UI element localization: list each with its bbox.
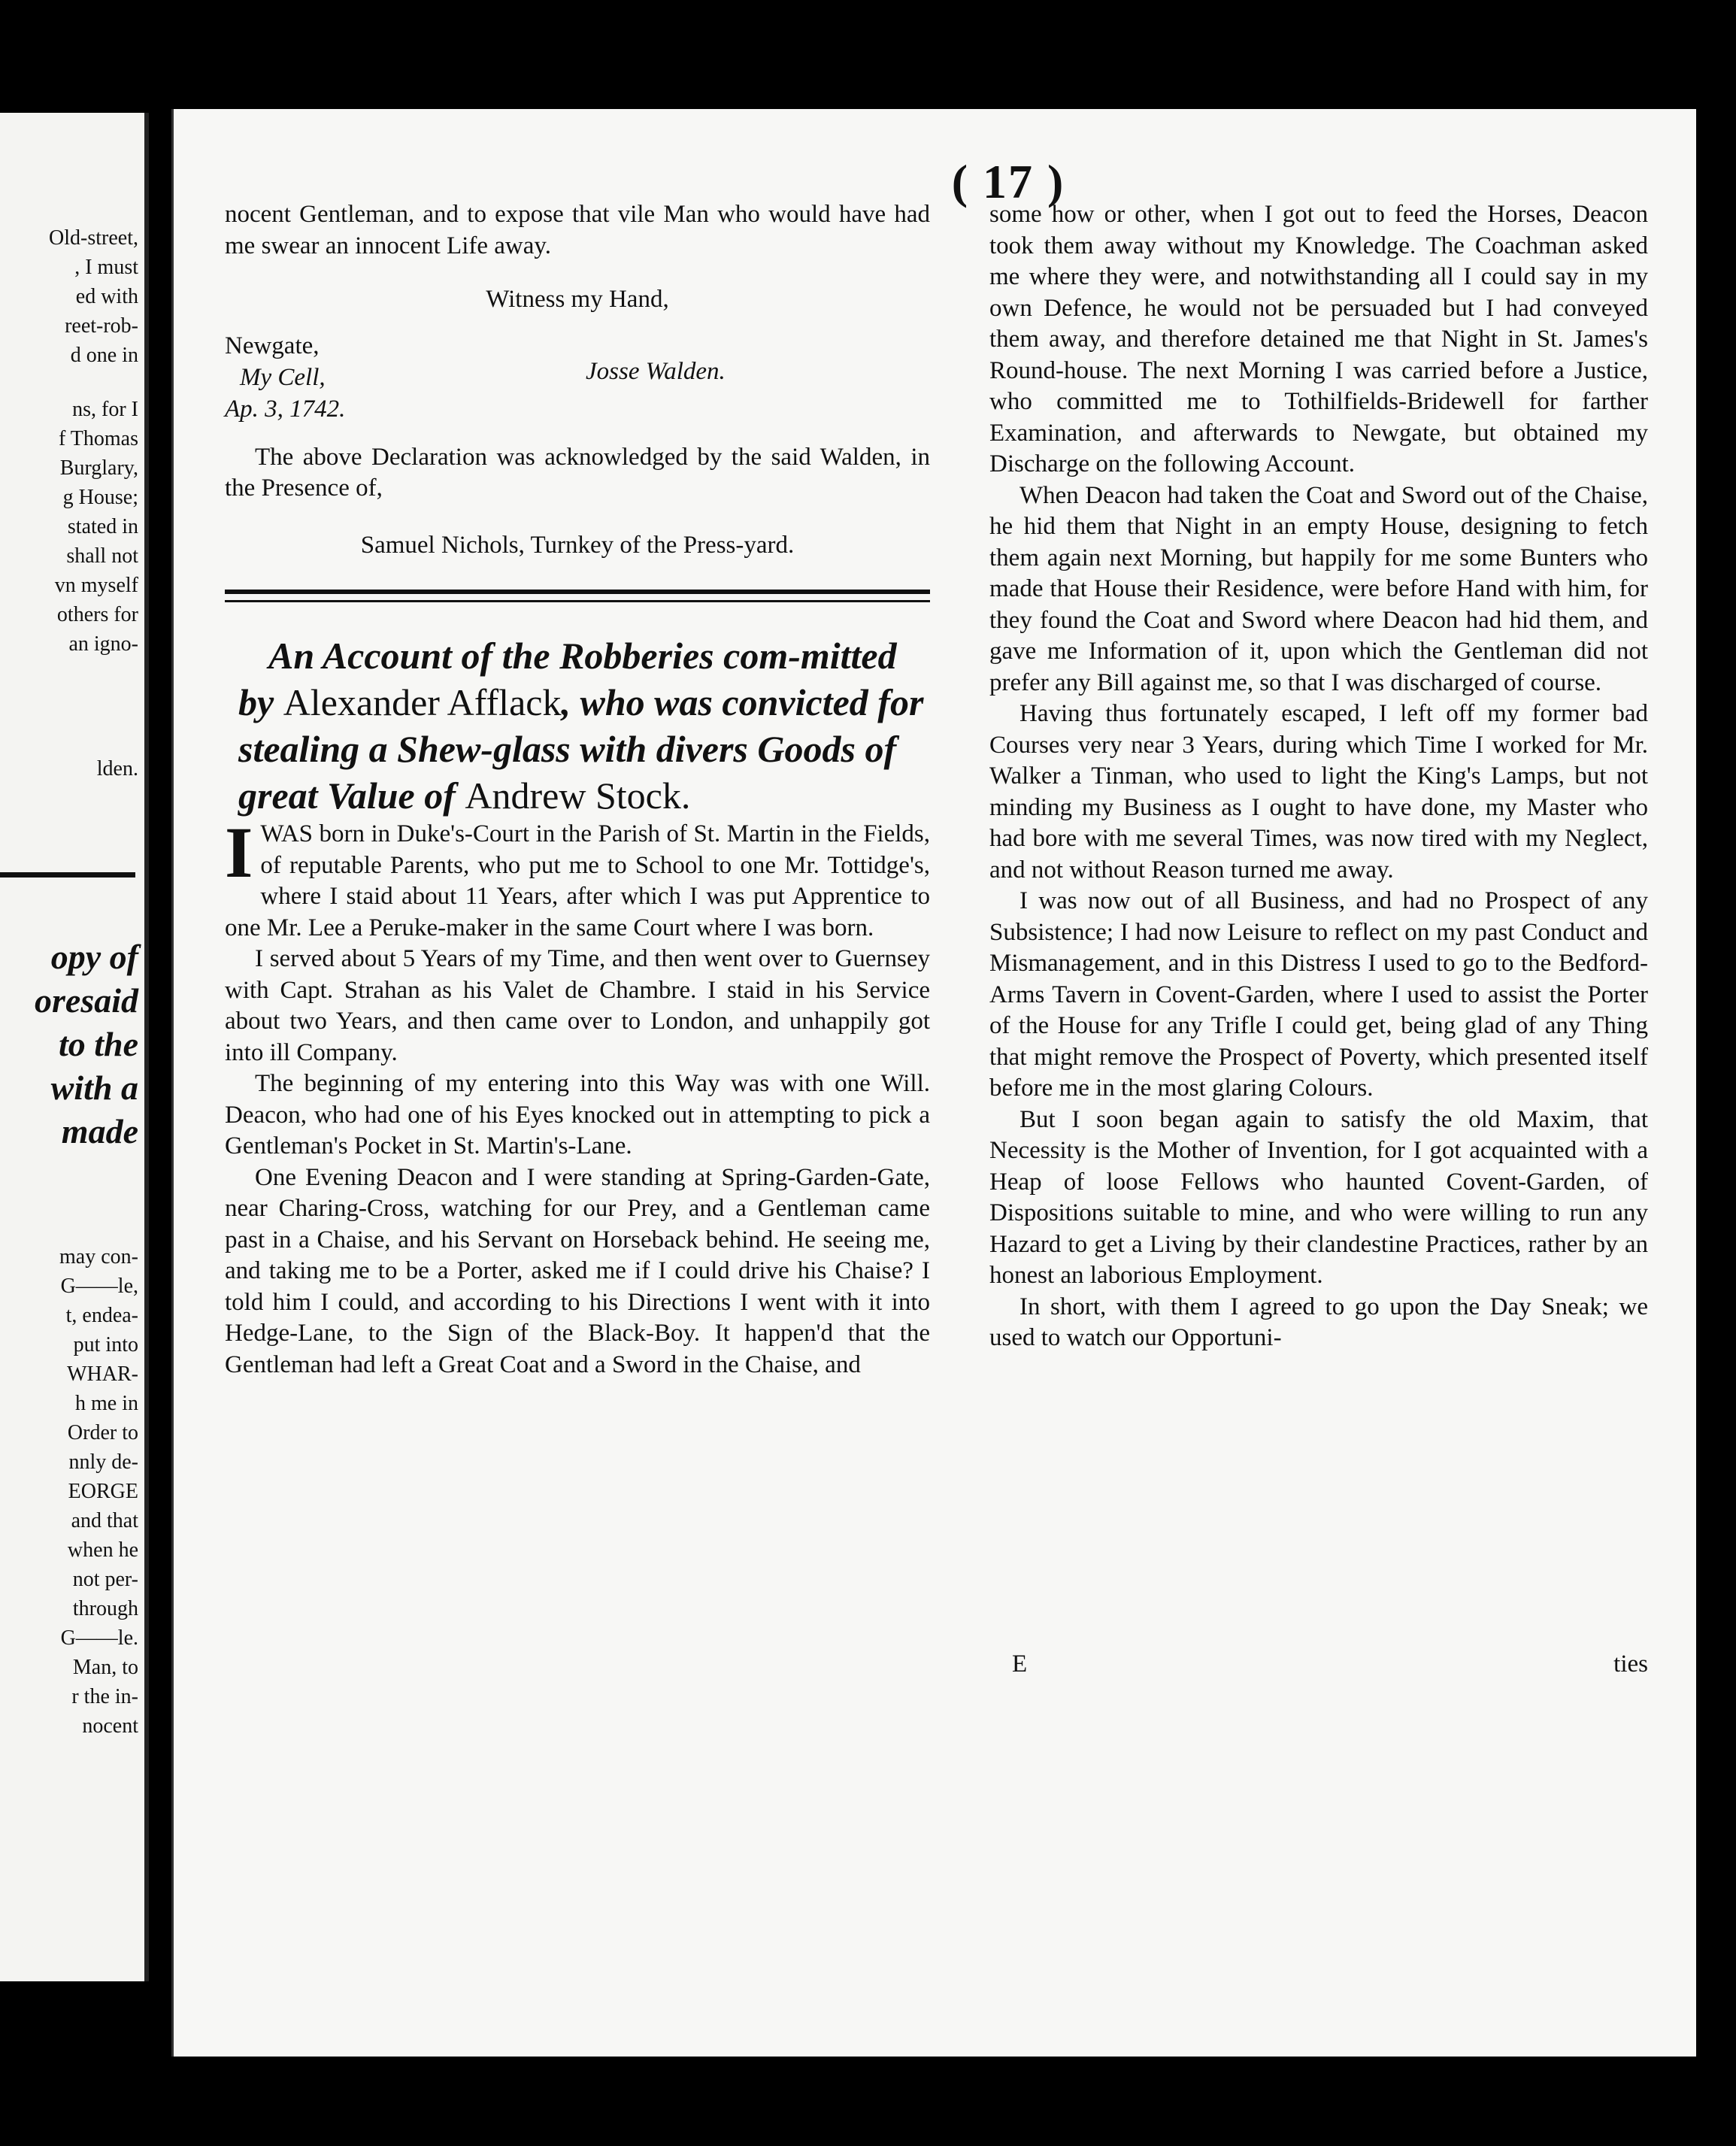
signature-date: Ap. 3, 1742. xyxy=(225,395,346,423)
body-paragraph: One Evening Deacon and I were standing at Spring-Garden-Gate, near Charing-Cross, watching for our Prey, and a Gentleman came past in a Chaise, and his Servant on Horseback behind. He seeing me, and taking me to be a Porter, asked me if I could drive his Chaise? I told him I could, and according to his Directions I went with it into Hedge-Lane, to the Sign of the Black-Boy. It happen'd that the Gentleman had left a Great Coat and a Sword in the Chaise, and xyxy=(225,1163,930,1378)
left-text-line: stated in xyxy=(67,515,138,538)
heading-part: , who was convicted for stealing a Shew-glass with divers Goods of great Value of xyxy=(238,681,924,817)
left-text-line: g House; xyxy=(62,486,138,509)
heading-convict-name: Alexander Afflack xyxy=(283,681,562,723)
left-text-line: , I must xyxy=(74,256,138,279)
body-paragraph: When Deacon had taken the Coat and Sword out of the Chaise, he hid them that Night in an empty House, designing to fetch them again next Morning, but happily for me some Bunters who made that House their Residence, were before Hand with him, for they found the Coat and Sword where Deacon had hid them, and gave me Information of it, upon which the Gentleman did not prefer any Bill against me, so that I was discharged of course. xyxy=(989,481,1648,696)
left-text-line: d one in xyxy=(70,344,138,367)
left-text-line: an igno- xyxy=(68,632,138,656)
left-text-line: and that xyxy=(71,1509,138,1532)
left-text-line: others for xyxy=(56,603,138,626)
page-number: ( 17 ) xyxy=(951,155,1065,208)
left-heading-line: oresaid xyxy=(35,981,138,1020)
left-text-line: through xyxy=(72,1597,138,1620)
left-text-line: not per- xyxy=(72,1568,138,1591)
turnkey-line: Samuel Nichols, Turnkey of the Press-yard. xyxy=(360,531,795,559)
left-text-line: lden. xyxy=(96,757,138,781)
left-text-line: put into xyxy=(73,1333,138,1356)
left-text-line: Burglary, xyxy=(59,456,138,480)
left-text-line: r the in- xyxy=(71,1685,138,1708)
left-page-fragment xyxy=(0,113,149,1981)
left-text-line: nnly de- xyxy=(68,1450,138,1474)
body-paragraph: The beginning of my entering into this Way was with one Will. Deacon, who had one of his Eyes knocked out in attempting to pick a Gentleman's Pocket in St. Martin's-Lane. xyxy=(225,1070,930,1159)
text-column-right xyxy=(989,199,1648,1354)
text-column-left xyxy=(225,199,930,1381)
catchword: ties xyxy=(1613,1650,1648,1678)
body-paragraph: I served about 5 Years of my Time, and then went over to Guernsey with Capt. Strahan as his Valet de Chambre. I staid in his Service about two Years, and then came over to London, and unhappily got into ill Company. xyxy=(225,945,930,1066)
body-paragraph: But I soon began again to satisfy the old Maxim, that Necessity is the Mother of Invention, for I got acquainted with a Heap of loose Fellows who haunted Covent-Garden, of Dispositions suitable to mine, and who were willing to run any Hazard to get a Living by their clandestine Practices, rather by an honest an laborious Employment. xyxy=(989,1105,1648,1289)
left-text-line: Order to xyxy=(67,1421,138,1444)
signature-place: Newgate, xyxy=(225,332,320,359)
left-text-line: Man, to xyxy=(72,1656,138,1679)
attestation-paragraph: The above Declaration was acknowledged by the said Walden, in the Presence of, xyxy=(225,443,930,502)
left-text-line: reet-rob- xyxy=(65,314,138,338)
left-text-line: nocent xyxy=(82,1714,138,1738)
left-text-line: ns, for I xyxy=(72,398,138,421)
left-text-line: G——le, xyxy=(60,1275,138,1298)
heading-victim-name: Andrew Stock. xyxy=(465,774,691,817)
signature-cell: My Cell, xyxy=(240,363,326,391)
witness-line: Witness my Hand, xyxy=(486,286,669,313)
left-heading-line: with a xyxy=(50,1068,138,1107)
signature-block xyxy=(225,331,930,429)
left-text-line: may con- xyxy=(59,1245,138,1269)
left-text-line: WHAR- xyxy=(67,1362,138,1386)
body-paragraph: some how or other, when I got out to feed the Horses, Deacon took them away without my Knowledge. The Coachman asked me where they were, and notwithstanding all I could say in my own Defence, he would not be persuaded but I had conveyed them away, and therefore detained me that Night in St. James's Round-house. The next Morning I was carried before a Justice, who committed me to Tothilfields-Bridewell for farther Examination, and afterwards to Newgate, but obtained my Discharge on the following Account. xyxy=(989,201,1648,477)
heading-part: An Account of the Robberies com-mitted by xyxy=(238,635,897,723)
left-text-line: t, endea- xyxy=(65,1304,138,1327)
body-paragraph xyxy=(225,812,930,944)
left-text-line: shall not xyxy=(66,544,138,568)
left-text-line: when he xyxy=(67,1538,138,1562)
section-rule xyxy=(225,590,930,602)
left-text-line: h me in xyxy=(75,1392,138,1415)
left-text-line: f Thomas xyxy=(58,427,138,450)
right-page xyxy=(171,109,1696,2057)
body-paragraph: I was now out of all Business, and had no Prospect of any Subsistence; I had now Leisure to reflect on my past Conduct and Mismanagement, and in this Distress I used to go to the Bedford-Arms Tavern in Covent-Garden, where I used to assist the Porter of the House for any Trifle I could get, being glad of any Thing that might remove the Prospect of Poverty, which presented itself before me in the most glaring Colours. xyxy=(989,887,1648,1102)
left-rule xyxy=(0,872,135,877)
left-text-line: vn myself xyxy=(54,574,138,597)
paragraph-text: WAS born in Duke's-Court in the Parish of St. Martin in the Fields, of reputable Parents, who put me to School to one Mr. Tottidge's, where I staid about 11 Years, after which I was put Apprentice to one Mr. Lee a Peruke-maker in the same Court where I was born. xyxy=(225,820,930,941)
body-paragraph: Having thus fortunately escaped, I left off my former bad Courses very near 3 Years, during which Time I worked for Mr. Walker a Tinman, who used to light the King's Lamps, but not minding my Business as I ought to have done, my Master who had bore with me several Times, was now tired with my Neglect, and not without Reason turned me away. xyxy=(989,700,1648,884)
left-heading-line: to the xyxy=(58,1025,138,1063)
left-text-line: EORGE xyxy=(68,1480,138,1503)
left-heading-line: opy of xyxy=(50,938,138,976)
signature-name: Josse Walden. xyxy=(586,357,726,385)
opening-paragraph: nocent Gentleman, and to expose that vile Man who would have had me swear an innocent Life away. xyxy=(225,201,930,259)
left-text-line: Old-street, xyxy=(49,226,138,250)
body-paragraph: In short, with them I agreed to go upon the Day Sneak; we used to watch our Opportuni- xyxy=(989,1293,1648,1351)
section-heading xyxy=(225,632,930,819)
left-heading-line: made xyxy=(61,1112,138,1150)
drop-cap: I xyxy=(225,812,253,893)
left-text-line: G——le. xyxy=(60,1626,138,1650)
signature-mark: E xyxy=(1012,1650,1028,1678)
left-text-line: ed with xyxy=(75,285,138,308)
